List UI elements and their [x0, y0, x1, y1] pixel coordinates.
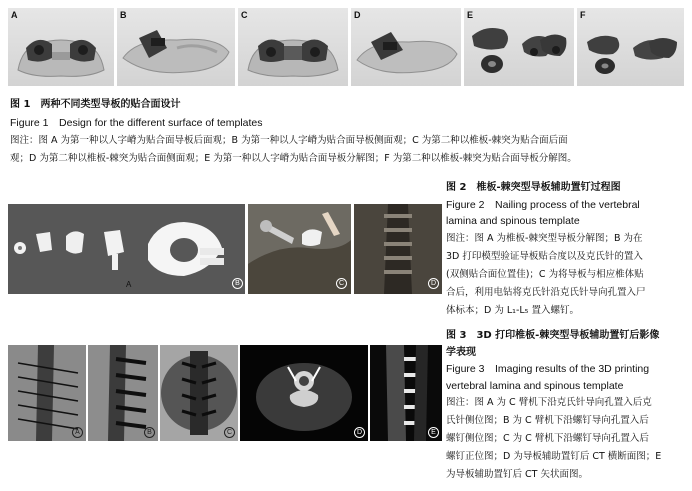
figure1-panel-letter: D [354, 10, 361, 20]
figure1-caption [10, 96, 682, 168]
figure3-note-line: 为导板辅助置钉后 CT 矢状面图。 [446, 469, 588, 480]
figure3-note-line: 图注：图 A 为 C 臂机下沿克氏针导向孔置入后克 [446, 397, 652, 408]
figure2-panel-label-a: A [126, 280, 132, 289]
figure1-panel-d [351, 8, 461, 86]
template-exploded-view-image [464, 8, 574, 86]
figure2-caption-cn-title: 图 2 椎板-棘突型导板辅助置钉过程图 [446, 182, 621, 193]
figure2-panel-d [354, 204, 442, 294]
vertebra-template-back-view-image [238, 8, 348, 86]
figure2-panel-ab [8, 204, 245, 294]
figure1-panel-b [117, 8, 235, 86]
figure2-panel-label-b: B [232, 278, 243, 289]
vertebra-template-side-view-image [117, 8, 235, 86]
figure3-caption [446, 328, 686, 484]
figure2-note-line: 合后，利用电钻将克氏针沿克氏针导向孔置入尸 [446, 286, 646, 298]
figure3-panel-label-d: D [354, 427, 365, 438]
figure1-caption-en-title: Figure 1 Design for the different surface of templates [10, 117, 263, 129]
figure2-panel-c [248, 204, 351, 294]
figure3-panel-c [160, 345, 238, 441]
figure1-panel-letter: A [11, 10, 18, 20]
figure2-panels [8, 204, 442, 294]
figure3-panel-label-c: C [224, 427, 235, 438]
figure3-panel-label-b: B [144, 427, 155, 438]
figure1-panel-a [8, 8, 114, 86]
figure2-note-line: 图注：图 A 为椎板-棘突型导板分解图；B 为在 [446, 232, 643, 244]
figure3-panels [8, 345, 442, 441]
figure1-note-line: 图注：图 A 为第一种以人字嵴为贴合面导板后面观；B 为第一种以人字嵴为贴合面导板侧面观；C 为第二种以椎板-棘突为贴合面后面 [10, 135, 568, 146]
figure3-panel-d [240, 345, 368, 441]
figure3-note-line: 螺钉侧位图；C 为 C 臂机下沿螺钉导向孔置入后 [446, 433, 649, 444]
figure2-panel-label-c: C [336, 278, 347, 289]
figure2-panel-label-d: D [428, 278, 439, 289]
vertebra-template-back-view-image [8, 8, 114, 86]
figure1-panels [8, 8, 684, 86]
figure1-caption-cn-title: 图 1 两种不同类型导板的贴合面设计 [10, 99, 181, 110]
figure2-note-line: 体标本；D 为 L₁-L₅ 置入螺钉。 [446, 304, 580, 316]
figure3-panel-label-a: A [72, 427, 83, 438]
figure2-note-line: (双侧贴合面位置佳)；C 为将导板与相应椎体贴 [446, 268, 644, 280]
figure2-caption [446, 180, 686, 320]
figure3-panel-e [370, 345, 442, 441]
figure3-panel-a [8, 345, 86, 441]
vertebra-template-side-view-image [351, 8, 461, 86]
figure3-panel-b [88, 345, 158, 441]
figure2-note-line: 3D 打印模型验证导板贴合度以及克氏针的置入 [446, 250, 643, 262]
figure1-panel-letter: C [241, 10, 248, 20]
template-exploded-view-image [577, 8, 684, 86]
figure3-note-line: 螺钉正位图；D 为导板辅助置钉后 CT 横断面图；E [446, 451, 662, 462]
figure1-panel-letter: B [120, 10, 127, 20]
figure1-panel-c [238, 8, 348, 86]
figure1-panel-f [577, 8, 684, 86]
figure1-panel-letter: F [580, 10, 586, 20]
figure2-caption-en-line: Figure 2 Nailing process of the vertebral [446, 198, 640, 211]
figure3-caption-en-line: Figure 3 Imaging results of the 3D printing [446, 363, 650, 375]
figure3-note-line: 氏针侧位图；B 为 C 臂机下沿螺钉导向孔置入后 [446, 415, 649, 426]
figure3-caption-cn-line: 学表现 [446, 346, 476, 358]
figure3-caption-cn-line: 图 3 3D 打印椎板-棘突型导板辅助置钉后影像 [446, 330, 660, 341]
figure1-panel-e [464, 8, 574, 86]
figure3-panel-label-e: E [428, 427, 439, 438]
ct-axial-image [240, 345, 368, 441]
figure3-caption-en-line: vertebral lamina and spinous template [446, 379, 624, 392]
figure2-caption-en-line: lamina and spinous template [446, 215, 580, 227]
figure1-note-line: 观；D 为第二种以椎板-棘突为贴合面侧面观；E 为第一种以人字嵴为贴合面导板分解图；F 为第二种以椎板-棘突为贴合面导板分解图。 [10, 153, 577, 164]
figure1-panel-letter: E [467, 10, 474, 20]
